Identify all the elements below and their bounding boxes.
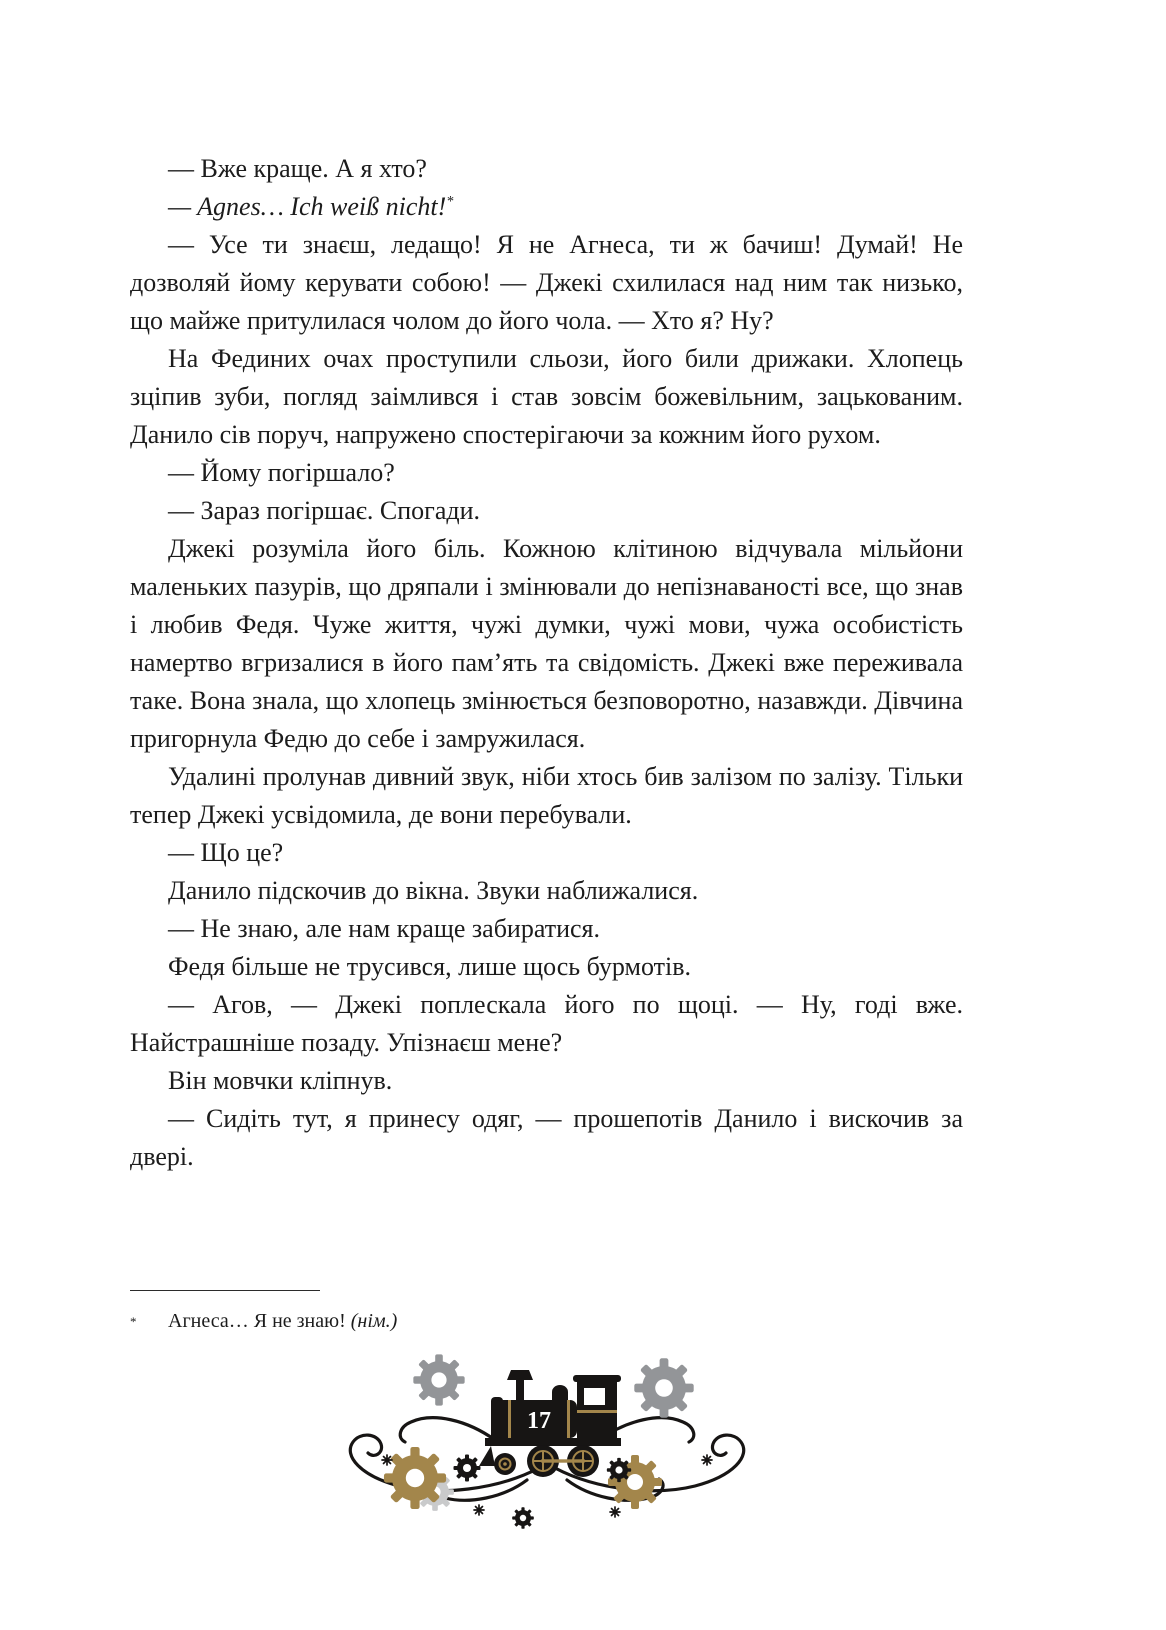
paragraph: Данило підскочив до вікна. Звуки наближалися. [168, 876, 699, 905]
footnote-line [130, 1308, 963, 1335]
page-text [130, 150, 963, 1176]
paragraph: — Йому погіршало? [168, 458, 395, 487]
gear-icon [606, 1458, 630, 1482]
footnote-marker: * [130, 1314, 137, 1329]
ornament-graphic [327, 1350, 767, 1545]
paragraph: — Що це? [168, 838, 284, 867]
footnote-reference: * [446, 193, 454, 210]
gear-icon [383, 1447, 445, 1509]
paragraph: — Усе ти знаєш, ледащо! Я не Агнеса, ти ж бачиш! Думай! Не дозволяй йому керувати собою! — Джекі схилилася над ним так низько, що майже притулилася чолом до його чола. — Хто я? Ну? [130, 230, 963, 335]
footnote-divider [130, 1290, 320, 1291]
paragraph: Удалині пролунав дивний звук, ніби хтось бив залізом по залізу. Тільки тепер Джекі усвідомила, де вони перебували. [130, 762, 963, 829]
gear-icon [453, 1455, 480, 1482]
footnote-language: (нім.) [350, 1310, 398, 1332]
paragraph: — Не знаю, але нам краще забиратися. [168, 914, 600, 943]
gear-icon [512, 1507, 534, 1529]
spark-icon [610, 1507, 620, 1517]
paragraph: — Агов, — Джекі поплескала його по щоці. — Ну, годі вже. Найстрашніше позаду. Упізнаєш мене? [130, 990, 963, 1057]
locomotive-icon [479, 1370, 621, 1477]
gear-icon [413, 1354, 464, 1405]
paragraph: — Вже краще. А я хто? [168, 154, 427, 183]
paragraph: На Фединих очах проступили сльози, його били дрижаки. Хлопець зціпив зуби, погляд заімлився і став зовсім божевільним, зацькованим. Данило сів поруч, напружено спостерігаючи за кожним його рухом. [130, 344, 963, 449]
gear-icon [634, 1358, 693, 1417]
paragraph: Джекі розуміла його біль. Кожною клітиною відчувала мільйони маленьких пазурів, що дряпали і змінювали до непізнаваності все, що знав і любив Федя. Чуже життя, чужі думки, чужі мови, чужа особистість намертво вгризалися в його пам’ять та свідомість. Джекі вже переживала таке. Вона знала, що хлопець змінюється безповоротно, назавжди. Дівчина пригорнула Федю до себе і замружилася. [130, 534, 963, 753]
paragraph: Він мовчки кліпнув. [168, 1066, 393, 1095]
page-number: 17 [526, 1408, 551, 1434]
page-ornament [130, 1350, 963, 1545]
spark-icon [382, 1455, 392, 1465]
spark-icon [474, 1505, 484, 1515]
paragraph: — Agnes… Ich weiß nicht!* [168, 192, 454, 221]
spark-icon [702, 1455, 712, 1465]
paragraph: Федя більше не трусився, лише щось бурмотів. [168, 952, 691, 981]
paragraph: — Сидіть тут, я принесу одяг, — прошепотів Данило і вискочив за двері. [130, 1104, 963, 1171]
paragraph: — Зараз погіршає. Спогади. [168, 496, 480, 525]
footnote [130, 1290, 963, 1335]
footnote-text [168, 1308, 397, 1334]
footnote-text-main: Агнеса… Я не знаю! [168, 1310, 351, 1332]
